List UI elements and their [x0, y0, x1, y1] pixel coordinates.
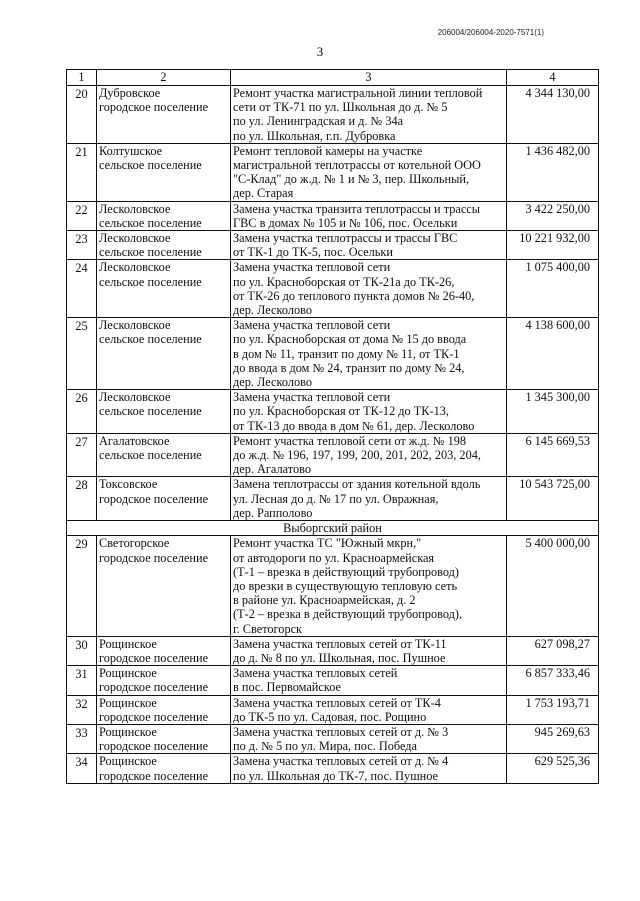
work-description-line: Замена участка тепловой сети: [233, 318, 391, 333]
work-description-cell: [231, 318, 507, 390]
work-description-line: по ул. Школьная до ТК-7, пос. Пушное: [233, 768, 439, 783]
work-description-line: дер. Агалатово: [233, 462, 312, 477]
settlement-cell: [97, 724, 231, 753]
work-description-line: от ТК-13 до ввода в дом № 61, дер. Лесколово: [233, 418, 475, 433]
work-description-line: дер. Лесколово: [233, 375, 312, 390]
settlement-line: городское поселение: [99, 680, 209, 695]
table-row: [67, 754, 599, 783]
amount-cell: 1 436 482,00: [507, 143, 599, 201]
table-row: [67, 695, 599, 724]
settlement-line: городское поселение: [99, 550, 209, 565]
work-description-cell: [231, 390, 507, 434]
page-number: 3: [316, 44, 324, 59]
amount-cell: 4 138 600,00: [507, 318, 599, 390]
work-description-line: Ремонт тепловой камеры на участке: [233, 143, 423, 158]
work-description-line: по ул. Ленинградская и д. № 34а: [233, 114, 404, 129]
settlement-line: Рощинское: [99, 724, 157, 739]
table-row: [67, 260, 599, 318]
work-description-cell: [231, 695, 507, 724]
row-number: 20: [67, 86, 97, 144]
work-description-line: по ул. Красноборская от дома № 15 до ввода: [233, 332, 467, 347]
table-row: [67, 201, 599, 230]
works-table-body: [67, 70, 599, 784]
work-description-line: по ул. Красноборская от ТК-21а до ТК-26,: [233, 274, 455, 289]
table-row: [67, 143, 599, 201]
settlement-cell: [97, 390, 231, 434]
settlement-line: Агалатовское: [99, 433, 170, 448]
table-row: [67, 86, 599, 144]
header-cell: 2: [97, 70, 231, 86]
settlement-cell: [97, 636, 231, 665]
work-description-line: от автодороги по ул. Красноармейская: [233, 550, 435, 565]
work-description-cell: [231, 201, 507, 230]
document-reference: 206004/206004-2020-7571(1): [437, 28, 544, 37]
amount-cell: 6 145 669,53: [507, 433, 599, 477]
settlement-line: городское поселение: [99, 100, 209, 115]
amount-cell: 3 422 250,00: [507, 201, 599, 230]
row-number: 30: [67, 636, 97, 665]
settlement-cell: [97, 754, 231, 783]
work-description-line: Замена участка тепловых сетей: [233, 666, 398, 681]
settlement-cell: [97, 318, 231, 390]
work-description-line: по ул. Красноборская от ТК-12 до ТК-13,: [233, 404, 449, 419]
row-number: 27: [67, 433, 97, 477]
settlement-line: городское поселение: [99, 709, 209, 724]
work-description-line: до д. № 8 по ул. Школьная, пос. Пушное: [233, 650, 446, 665]
works-table: [66, 69, 599, 784]
work-description-line: по д. № 5 по ул. Мира, пос. Победа: [233, 739, 417, 754]
work-description-line: Замена участка тепловых сетей от ТК-11: [233, 636, 447, 651]
settlement-line: сельское поселение: [99, 215, 202, 230]
work-description-line: дер. Рапполово: [233, 505, 313, 520]
settlement-cell: [97, 536, 231, 636]
work-description-line: от ТК-1 до ТК-5, пос. Осельки: [233, 245, 393, 260]
section-title: Выборгский район: [67, 521, 599, 536]
amount-cell: 10 543 725,00: [507, 477, 599, 521]
work-description-line: до ввода в дом № 24, транзит по дому № 24,: [233, 360, 465, 375]
work-description-line: Замена участка тепловых сетей от д. № 3: [233, 724, 449, 739]
work-description-cell: [231, 231, 507, 260]
settlement-cell: [97, 433, 231, 477]
settlement-cell: [97, 86, 231, 144]
settlement-line: сельское поселение: [99, 158, 202, 173]
work-description-cell: [231, 260, 507, 318]
row-number: 24: [67, 260, 97, 318]
settlement-line: Рощинское: [99, 636, 157, 651]
work-description-cell: [231, 754, 507, 783]
work-description-line: ул. Лесная до д. № 17 по ул. Овражная,: [233, 491, 439, 506]
settlement-line: Колтушское: [99, 143, 163, 158]
row-number: 25: [67, 318, 97, 390]
settlement-cell: [97, 231, 231, 260]
work-description-cell: [231, 143, 507, 201]
work-description-line: г. Светогорск: [233, 621, 303, 636]
settlement-line: городское поселение: [99, 739, 209, 754]
work-description-line: до врезки в существующую тепловую сеть: [233, 578, 458, 593]
work-description-cell: [231, 666, 507, 695]
work-description-line: Замена теплотрассы от здания котельной вдоль: [233, 477, 481, 492]
settlement-line: сельское поселение: [99, 245, 202, 260]
section-row: [67, 521, 599, 536]
amount-cell: 1 075 400,00: [507, 260, 599, 318]
work-description-line: в дом № 11, транзит по дому № 11, от ТК-1: [233, 346, 460, 361]
settlement-line: городское поселение: [99, 491, 209, 506]
work-description-line: в районе ул. Красноармейская, д. 2: [233, 593, 416, 608]
work-description-line: в пос. Первомайское: [233, 680, 341, 695]
work-description-line: Замена участка тепловых сетей от д. № 4: [233, 754, 449, 769]
table-header-row: [67, 70, 599, 86]
work-description-line: дер. Старая: [233, 186, 294, 201]
settlement-cell: [97, 477, 231, 521]
row-number: 33: [67, 724, 97, 753]
settlement-line: Рощинское: [99, 666, 157, 681]
work-description-line: (Т-2 – врезка в действующий трубопровод),: [233, 607, 463, 622]
work-description-line: Замена участка тепловой сети: [233, 260, 391, 275]
row-number: 31: [67, 666, 97, 695]
amount-cell: 6 857 333,46: [507, 666, 599, 695]
settlement-line: Дубровское: [99, 86, 161, 100]
row-number: 34: [67, 754, 97, 783]
work-description-cell: [231, 433, 507, 477]
settlement-line: Светогорское: [99, 536, 170, 551]
amount-cell: 10 221 932,00: [507, 231, 599, 260]
amount-cell: 945 269,63: [507, 724, 599, 753]
settlement-line: Лесколовское: [99, 390, 171, 405]
header-cell: 4: [507, 70, 599, 86]
row-number: 28: [67, 477, 97, 521]
work-description-line: по ул. Школьная, г.п. Дубровка: [233, 128, 396, 143]
table-row: [67, 477, 599, 521]
work-description-cell: [231, 86, 507, 144]
table-row: [67, 536, 599, 636]
amount-cell: 1 753 193,71: [507, 695, 599, 724]
work-description-line: Замена участка тепловой сети: [233, 390, 391, 405]
work-description-cell: [231, 536, 507, 636]
amount-cell: 629 525,36: [507, 754, 599, 783]
work-description-line: Замена участка тепловых сетей от ТК-4: [233, 695, 441, 710]
work-description-cell: [231, 724, 507, 753]
table-row: [67, 636, 599, 665]
work-description-line: Ремонт участка магистральной линии тепловой: [233, 86, 483, 100]
settlement-line: Токсовское: [99, 477, 158, 492]
settlement-line: сельское поселение: [99, 274, 202, 289]
work-description-line: магистральной теплотрассы от котельной ООО: [233, 158, 481, 173]
header-cell: 1: [67, 70, 97, 86]
row-number: 32: [67, 695, 97, 724]
row-number: 22: [67, 201, 97, 230]
work-description-line: дер. Лесколово: [233, 303, 312, 318]
table-row: [67, 231, 599, 260]
row-number: 29: [67, 536, 97, 636]
table-row: [67, 666, 599, 695]
work-description-line: от ТК-26 до теплового пункта домов № 26-40,: [233, 288, 475, 303]
amount-cell: 627 098,27: [507, 636, 599, 665]
settlement-cell: [97, 695, 231, 724]
work-description-cell: [231, 477, 507, 521]
header-cell: 3: [231, 70, 507, 86]
settlement-line: Рощинское: [99, 754, 157, 769]
settlement-line: сельское поселение: [99, 404, 202, 419]
settlement-cell: [97, 260, 231, 318]
table-row: [67, 724, 599, 753]
amount-cell: 1 345 300,00: [507, 390, 599, 434]
settlement-line: Лесколовское: [99, 318, 171, 333]
work-description-line: (Т-1 – врезка в действующий трубопровод): [233, 564, 459, 579]
row-number: 21: [67, 143, 97, 201]
work-description-line: Замена участка теплотрассы и трассы ГВС: [233, 231, 458, 246]
work-description-line: "С-Клад" до ж.д. № 1 и № 3, пер. Школьный,: [233, 172, 470, 187]
row-number: 26: [67, 390, 97, 434]
settlement-line: сельское поселение: [99, 448, 202, 463]
amount-cell: 4 344 130,00: [507, 86, 599, 144]
amount-cell: 5 400 000,00: [507, 536, 599, 636]
settlement-line: Лесколовское: [99, 201, 171, 216]
settlement-line: Лесколовское: [99, 260, 171, 275]
work-description-line: до ТК-5 по ул. Садовая, пос. Рощино: [233, 709, 427, 724]
settlement-cell: [97, 666, 231, 695]
settlement-line: Рощинское: [99, 695, 157, 710]
work-description-line: до ж.д. № 196, 197, 199, 200, 201, 202, 203, 204,: [233, 448, 481, 463]
work-description-line: Ремонт участка ТС "Южный мкрн,": [233, 536, 422, 551]
work-description-line: ГВС в домах № 105 и № 106, пос. Осельки: [233, 215, 458, 230]
settlement-line: сельское поселение: [99, 332, 202, 347]
settlement-cell: [97, 143, 231, 201]
table-row: [67, 390, 599, 434]
work-description-cell: [231, 636, 507, 665]
row-number: 23: [67, 231, 97, 260]
work-description-line: сети от ТК-71 по ул. Школьная до д. № 5: [233, 100, 448, 115]
settlement-line: городское поселение: [99, 768, 209, 783]
settlement-line: городское поселение: [99, 650, 209, 665]
settlement-cell: [97, 201, 231, 230]
work-description-line: Замена участка транзита теплотрассы и трассы: [233, 201, 481, 216]
work-description-line: Ремонт участка тепловой сети от ж.д. № 198: [233, 433, 467, 448]
table-row: [67, 433, 599, 477]
settlement-line: Лесколовское: [99, 231, 171, 246]
table-row: [67, 318, 599, 390]
